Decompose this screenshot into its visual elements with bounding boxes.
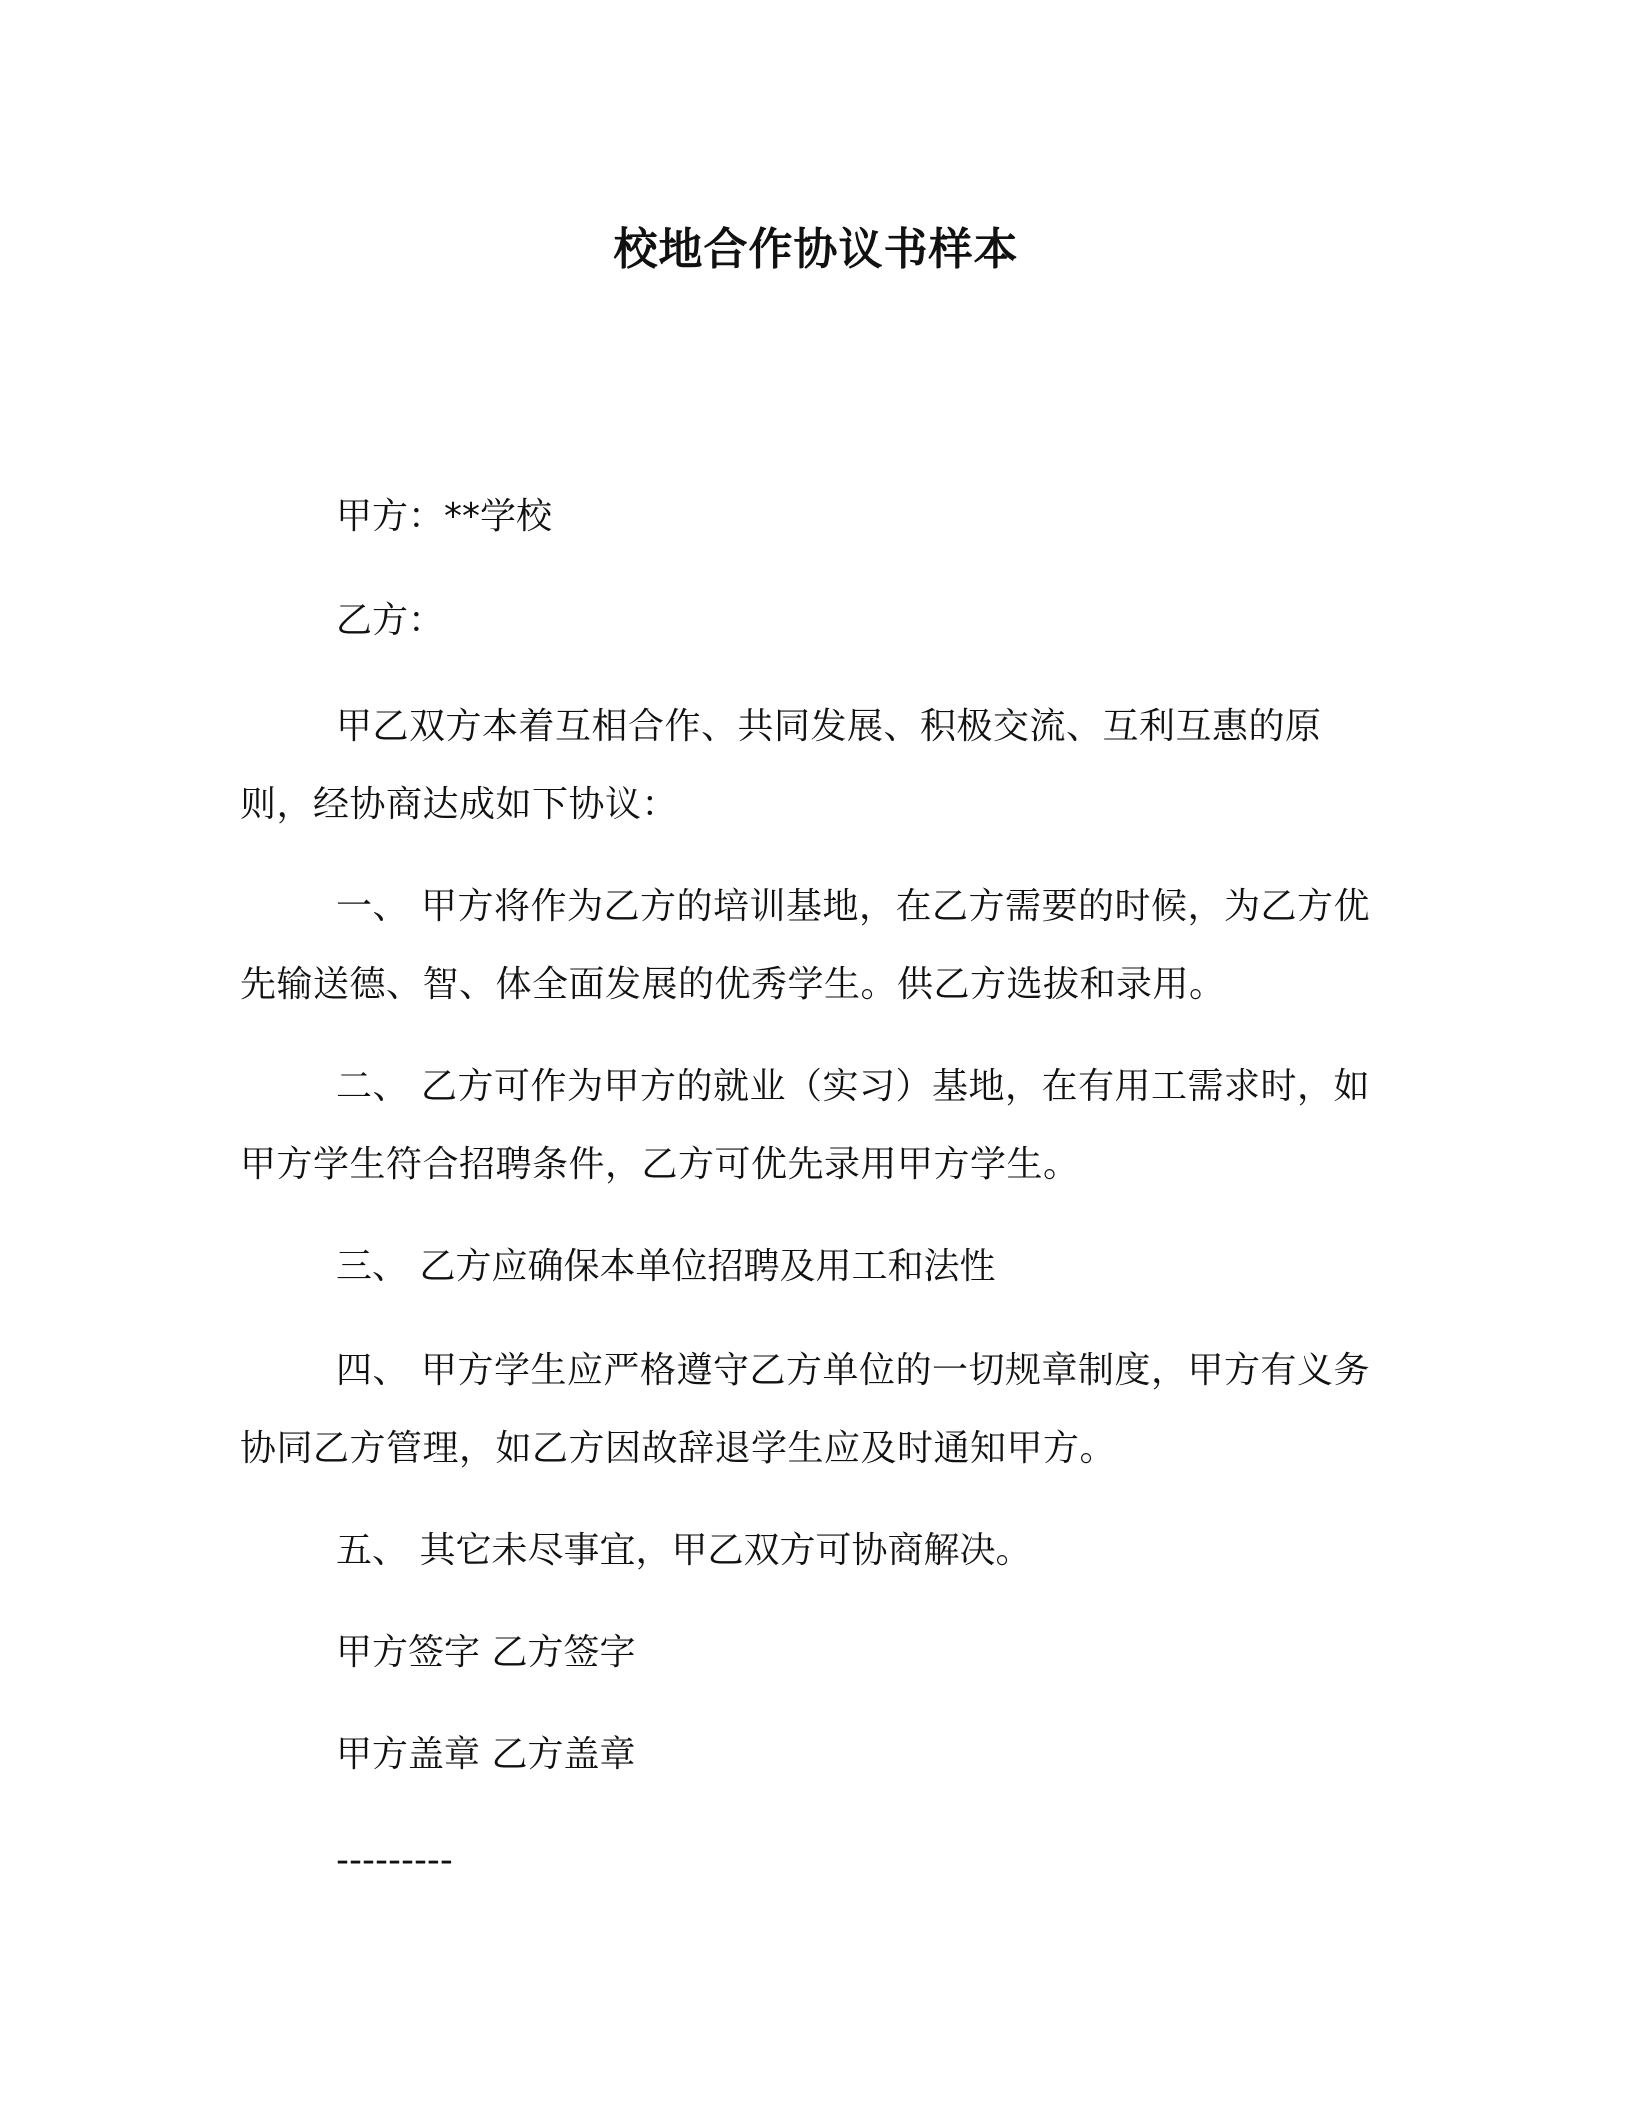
clause-4: 四、 甲方学生应严格遵守乙方单位的一切规章制度，甲方有义务协同乙方管理，如乙方因故辞退学生应及时通知甲方。 — [240, 1350, 1370, 1469]
clause-5: 五、 其它未尽事宜，甲乙双方可协商解决。 — [336, 1530, 1032, 1571]
clause-4-block — [240, 1332, 1390, 1488]
intro-paragraph: 甲乙双方本着互相合作、共同发展、积极交流、互利互惠的原则，经协商达成如下协议： — [240, 706, 1322, 825]
intro-paragraph-block — [240, 688, 1390, 844]
seal-line: 甲方盖章 乙方盖章 — [336, 1734, 636, 1775]
clause-1-block — [240, 868, 1390, 1024]
clause-3: 三、 乙方应确保本单位招聘及用工和法性 — [336, 1246, 996, 1287]
document-title: 校地合作协议书样本 — [613, 224, 1019, 275]
signature-line: 甲方签字 乙方签字 — [336, 1632, 636, 1673]
clause-1: 一、 甲方将作为乙方的培训基地，在乙方需要的时候，为乙方优先输送德、智、体全面发展的优秀学生。供乙方选拔和录用。 — [240, 886, 1370, 1005]
divider-line: --------- — [336, 1840, 453, 1881]
party-b-line: 乙方： — [336, 600, 445, 641]
clause-2-block — [240, 1048, 1390, 1204]
clause-2: 二、 乙方可作为甲方的就业（实习）基地，在有用工需求时，如甲方学生符合招聘条件，乙方可优先录用甲方学生。 — [240, 1066, 1370, 1185]
party-a-line: 甲方：**学校 — [336, 496, 553, 537]
